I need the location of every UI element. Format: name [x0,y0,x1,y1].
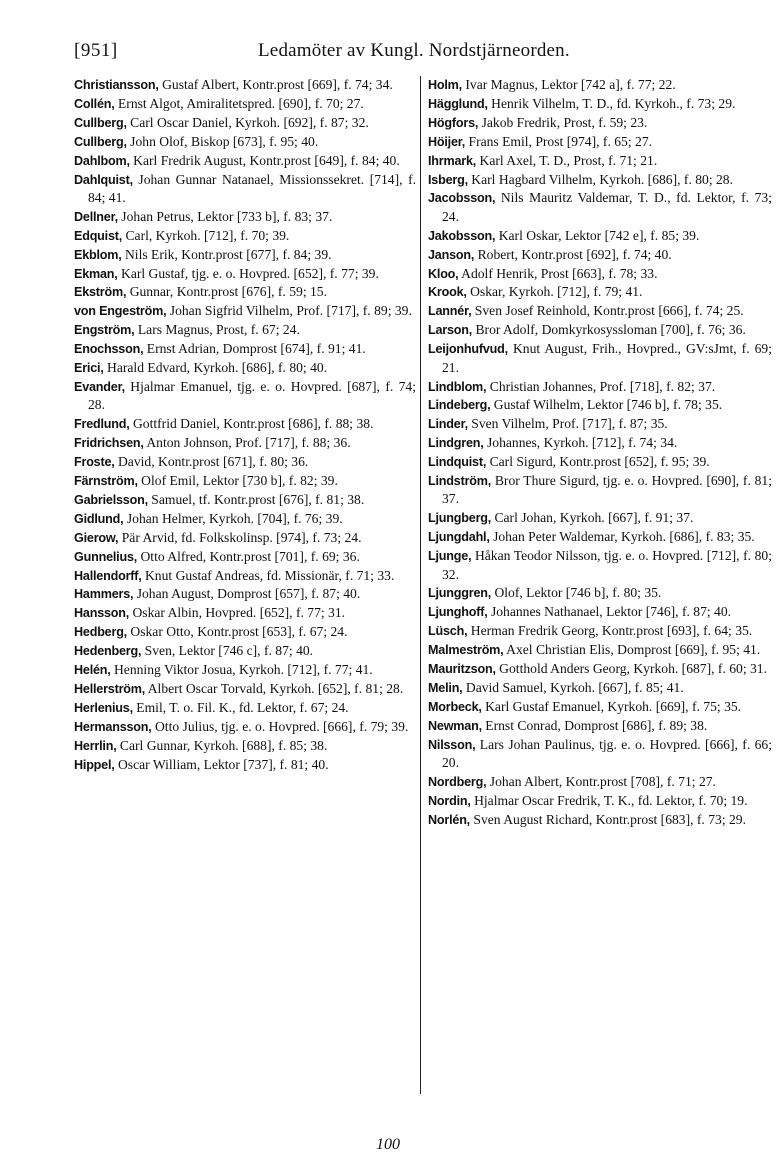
register-entry [74,680,416,698]
entry-surname: Gierow, [74,530,119,545]
entry-details: Johan Sigfrid Vilhelm, Prof. [717], f. 89; 39. [166,303,412,319]
page-reference: [951] [74,40,118,61]
register-entry [74,76,416,94]
register-entry [428,698,772,716]
entry-surname: Ljunggren, [428,586,492,601]
entry-details: Johannes, Kyrkoh. [712], f. 74; 34. [483,435,678,451]
entry-details: Lars Magnus, Prost, f. 67; 24. [134,322,300,338]
entry-details: Karl Hagbard Vilhelm, Kyrkoh. [686], f. 80; 28. [467,171,733,187]
entry-details: Pär Arvid, fd. Folkskolinsp. [974], f. 73; 24. [118,529,362,545]
entry-details: Karl Fredrik August, Kontr.prost [649], f. 84; 40. [129,152,400,168]
register-entry [74,737,416,755]
register-entry [74,548,416,566]
entry-surname: Dellner, [74,209,118,224]
entry-surname: Nordberg, [428,775,487,790]
register-entry [74,567,416,585]
left-column [74,76,416,775]
entry-surname: Nilsson, [428,737,476,752]
right-column [428,76,772,830]
entry-surname: Ljunghoff, [428,605,488,620]
entry-surname: Hallendorff, [74,568,142,583]
register-entry [428,302,772,320]
entry-surname: Leijonhufvud, [428,342,508,357]
entry-surname: Högfors, [428,115,479,130]
entry-surname: Erici, [74,361,104,376]
register-entry [74,246,416,264]
register-entry [74,152,416,170]
entry-surname: Gabrielsson, [74,492,148,507]
entry-surname: Herrlin, [74,738,117,753]
entry-details: Oskar Otto, Kontr.prost [653], f. 67; 24. [126,624,348,640]
entry-details: Harald Edvard, Kyrkoh. [686], f. 80; 40. [103,360,328,376]
register-entry [428,434,772,452]
entry-surname: Fridrichsen, [74,436,144,451]
entry-details: Johan Helmer, Kyrkoh. [704], f. 76; 39. [123,510,343,526]
entry-details: John Olof, Biskop [673], f. 95; 40. [126,133,319,149]
entry-surname: Kloo, [428,266,459,281]
entry-surname: Ekström, [74,285,127,300]
entry-surname: Ekblom, [74,247,122,262]
entry-details: Olof Emil, Lektor [730 b], f. 82; 39. [137,473,338,489]
entry-details: Sven, Lektor [746 c], f. 87; 40. [141,643,314,659]
entry-surname: Hedenberg, [74,644,142,659]
register-entry [74,529,416,547]
entry-details: Sven Josef Reinhold, Kontr.prost [666], f. 74; 25. [471,303,744,319]
entry-surname: Ljungberg, [428,511,492,526]
register-entry [74,133,416,151]
register-entry [428,603,772,621]
entry-surname: Hägglund, [428,96,488,111]
entry-details: Otto Alfred, Kontr.prost [701], f. 69; 36. [137,548,360,564]
register-entry [74,415,416,433]
entry-details: Gunnar, Kontr.prost [676], f. 59; 15. [126,284,327,300]
entry-surname: Ljunge, [428,549,472,564]
entry-details: Adolf Henrik, Prost [663], f. 78; 33. [458,265,658,281]
entry-surname: Hermansson, [74,719,152,734]
entry-surname: Lannér, [428,304,472,319]
entry-surname: Gidlund, [74,511,124,526]
register-entry [428,641,772,659]
entry-details: Albert Oscar Torvald, Kyrkoh. [652], f. 81; 28. [145,681,404,696]
entry-details: Knut August, Frih., Hovpred., GV:sJmt, f. 69; 21. [442,341,772,375]
entry-details: Johannes Nathanael, Lektor [746], f. 87; 40. [487,604,732,620]
entry-surname: Cullberg, [74,134,127,149]
entry-surname: Lindquist, [428,455,487,470]
entry-surname: Christiansson, [74,78,159,92]
register-entry [428,321,772,339]
register-entry [428,340,772,377]
entry-surname: Janson, [428,247,475,262]
register-entry [74,434,416,452]
entry-details: Hjalmar Oscar Fredrik, T. K., fd. Lektor, f. 70; 19. [470,792,748,808]
register-entry [428,283,772,301]
entry-surname: Cullberg, [74,115,127,130]
register-entry [74,604,416,622]
register-entry [74,491,416,509]
register-entry [428,792,772,810]
entry-surname: Jakobsson, [428,228,496,243]
entry-details: Sven Vilhelm, Prof. [717], f. 87; 35. [467,416,668,432]
entry-details: Hjalmar Emanuel, tjg. e. o. Hovpred. [687], f. 74; 28. [88,379,416,413]
entry-surname: Hellerström, [74,682,146,696]
entry-surname: Färnström, [74,474,138,489]
entry-surname: Hansson, [74,606,130,621]
register-entry [74,623,416,641]
entry-details: Gottfrid Daniel, Kontr.prost [686], f. 88; 38. [129,416,374,432]
entry-details: Otto Julius, tjg. e. o. Hovpred. [666], f. 79; 39. [151,718,409,734]
register-entry [74,718,416,736]
register-entry [74,642,416,660]
entry-details: Herman Fredrik Georg, Kontr.prost [693], f. 64; 35. [467,623,753,639]
register-entry [428,660,772,678]
entry-details: Henning Viktor Josua, Kyrkoh. [712], f. 77; 41. [110,662,373,678]
register-entry [74,265,416,283]
entry-surname: Lindgren, [428,436,484,451]
register-entry [428,415,772,433]
register-entry [428,378,772,396]
register-entry [428,622,772,640]
entry-details: Johan Albert, Kontr.prost [708], f. 71; 27. [486,774,716,790]
register-entry [428,736,772,773]
entry-details: Ivar Magnus, Lektor [742 a], f. 77; 22. [461,77,676,92]
entry-details: Sven August Richard, Kontr.prost [683], f. 73; 29. [469,811,746,827]
entry-surname: Helén, [74,663,111,678]
entry-details: Oskar Albin, Hovpred. [652], f. 77; 31. [129,605,346,621]
entry-details: Ernst Adrian, Domprost [674], f. 91; 41. [143,341,366,357]
entry-surname: Evander, [74,380,125,394]
register-entry [428,472,772,509]
entry-details: Lars Johan Paulinus, tjg. e. o. Hovpred. [666], f. 66; 20. [442,736,772,771]
entry-details: Emil, T. o. Fil. K., fd. Lektor, f. 67; 24. [132,699,349,715]
entry-surname: Larson, [428,323,473,338]
entry-details: Ernst Algot, Amiralitetspred. [690], f. 70; 27. [114,95,364,111]
register-entry [74,661,416,679]
entry-surname: Edquist, [74,228,123,243]
page-number: 100 [376,1136,400,1153]
entry-details: Carl Sigurd, Kontr.prost [652], f. 95; 39. [486,454,710,470]
entry-details: Frans Emil, Prost [974], f. 65; 27. [465,133,653,149]
entry-surname: Lindblom, [428,379,487,394]
entry-surname: Enochsson, [74,342,144,357]
register-entry [74,171,416,208]
entry-details: David Samuel, Kyrkoh. [667], f. 85; 41. [462,680,684,695]
entry-surname: Melin, [428,681,463,695]
register-entry [74,340,416,358]
entry-details: Johan Peter Waldemar, Kyrkoh. [686], f. 83; 35. [489,529,755,545]
entry-details: Samuel, tf. Kontr.prost [676], f. 81; 38. [147,491,365,507]
entry-surname: Fredlund, [74,417,130,432]
entry-details: Axel Christian Elis, Domprost [669], f. 95; 41. [503,642,761,658]
entry-details: Knut Gustaf Andreas, fd. Missionär, f. 71; 33. [141,567,395,583]
entry-details: Karl Gustaf Emanuel, Kyrkoh. [669], f. 75; 35. [481,698,742,714]
register-entry [428,773,772,791]
entry-details: Anton Johnson, Prof. [717], f. 88; 36. [143,435,351,451]
register-entry [428,811,772,829]
register-entry [74,378,416,415]
entry-surname: Hammers, [74,587,134,602]
column-divider [420,76,421,1094]
register-entry [428,152,772,170]
entry-surname: von Engeström, [74,304,167,319]
entry-details: Oskar, Kyrkoh. [712], f. 79; 41. [466,284,643,300]
entry-details: Oscar William, Lektor [737], f. 81; 40. [114,756,329,772]
entry-details: Carl, Kyrkoh. [712], f. 70; 39. [122,227,290,243]
entry-details: Gustaf Albert, Kontr.prost [669], f. 74; 34. [158,77,393,92]
register-entry [428,509,772,527]
register-entry [74,585,416,603]
register-entry [428,265,772,283]
page-header [74,40,744,64]
register-entry [428,227,772,245]
entry-details: David, Kontr.prost [671], f. 80; 36. [114,454,309,470]
entry-surname: Lüsch, [428,624,468,639]
register-entry [74,756,416,774]
entry-details: Jakob Fredrik, Prost, f. 59; 23. [478,114,648,130]
entry-details: Karl Gustaf, tjg. e. o. Hovpred. [652], f. 77; 39. [117,265,379,281]
entry-details: Bror Thure Sigurd, tjg. e. o. Hovpred. [690], f. 81; 37. [442,473,772,507]
register-entry [428,76,772,94]
register-entry [428,114,772,132]
entry-surname: Isberg, [428,172,468,187]
entry-details: Karl Axel, T. D., Prost, f. 71; 21. [476,152,658,168]
entry-details: Christian Johannes, Prof. [718], f. 82; 37. [486,378,716,394]
register-entry [74,472,416,490]
entry-surname: Holm, [428,78,462,92]
entry-details: Håkan Teodor Nilsson, tjg. e. o. Hovpred. [712], f. 80; 32. [442,548,772,582]
entry-surname: Norlén, [428,812,470,827]
register-entry [428,547,772,584]
register-entry [74,453,416,471]
register-entry [428,396,772,414]
register-entry [428,189,772,226]
register-entry [74,510,416,528]
entry-details: Nils Erik, Kontr.prost [677], f. 84; 39. [121,246,332,262]
entry-surname: Lindeberg, [428,398,491,413]
entry-surname: Malmeström, [428,643,504,658]
entry-surname: Collén, [74,96,115,111]
page-title: Ledamöter av Kungl. Nordstjärneorden. [258,40,570,61]
entry-details: Johan August, Domprost [657], f. 87; 40. [133,586,361,602]
register-entry [74,95,416,113]
register-entry [428,679,772,697]
register-entry [428,717,772,735]
entry-surname: Engström, [74,323,135,338]
entry-surname: Newman, [428,718,482,733]
entry-details: Carl Oscar Daniel, Kyrkoh. [692], f. 87; 32. [126,114,369,130]
entry-surname: Herlenius, [74,700,133,715]
entry-surname: Lindström, [428,474,492,489]
entry-surname: Mauritzson, [428,662,496,677]
entry-details: Henrik Vilhelm, T. D., fd. Kyrkoh., f. 73; 29. [487,95,736,111]
register-entry [74,302,416,320]
register-entry [428,528,772,546]
register-entry [428,246,772,264]
register-entry [428,133,772,151]
entry-surname: Höijer, [428,134,466,149]
entry-surname: Dahlquist, [74,172,133,187]
entry-surname: Morbeck, [428,699,482,714]
entry-surname: Ihrmark, [428,153,477,168]
entry-details: Karl Oskar, Lektor [742 e], f. 85; 39. [495,227,700,243]
entry-surname: Krook, [428,285,467,300]
register-entry [428,453,772,471]
entry-surname: Dahlbom, [74,153,130,168]
entry-surname: Ekman, [74,266,118,281]
entry-details: Johan Petrus, Lektor [733 b], f. 83; 37. [117,208,333,224]
entry-details: Ernst Conrad, Domprost [686], f. 89; 38. [481,717,708,733]
entry-surname: Nordin, [428,793,471,808]
entry-surname: Hippel, [74,757,115,772]
entry-details: Carl Gunnar, Kyrkoh. [688], f. 85; 38. [116,737,328,753]
register-entry [428,95,772,113]
register-entry [74,208,416,226]
register-entry [74,114,416,132]
entry-surname: Hedberg, [74,625,127,640]
register-entry [74,283,416,301]
entry-details: Carl Johan, Kyrkoh. [667], f. 91; 37. [491,510,694,526]
entry-details: Gustaf Wilhelm, Lektor [746 b], f. 78; 35. [490,397,723,413]
register-entry [428,584,772,602]
entry-details: Robert, Kontr.prost [692], f. 74; 40. [474,246,672,262]
entry-surname: Ljungdahl, [428,530,490,545]
entry-details: Johan Gunnar Natanael, Missionssekret. [714], f. 84; 41. [88,171,416,205]
register-entry [74,321,416,339]
entry-surname: Linder, [428,417,468,432]
register-entry [74,699,416,717]
entry-details: Bror Adolf, Domkyrkosyssloman [700], f. 76; 36. [472,322,746,338]
entry-surname: Gunnelius, [74,549,138,564]
entry-details: Nils Mauritz Valdemar, T. D., fd. Lektor, f. 73; 24. [442,190,772,224]
entry-details: Gotthold Anders Georg, Kyrkoh. [687], f. 60; 31. [495,661,767,677]
entry-surname: Froste, [74,455,115,470]
entry-details: Olof, Lektor [746 b], f. 80; 35. [491,585,662,601]
entry-surname: Jacobsson, [428,191,496,206]
register-entry [74,359,416,377]
register-entry [74,227,416,245]
register-entry [428,171,772,189]
